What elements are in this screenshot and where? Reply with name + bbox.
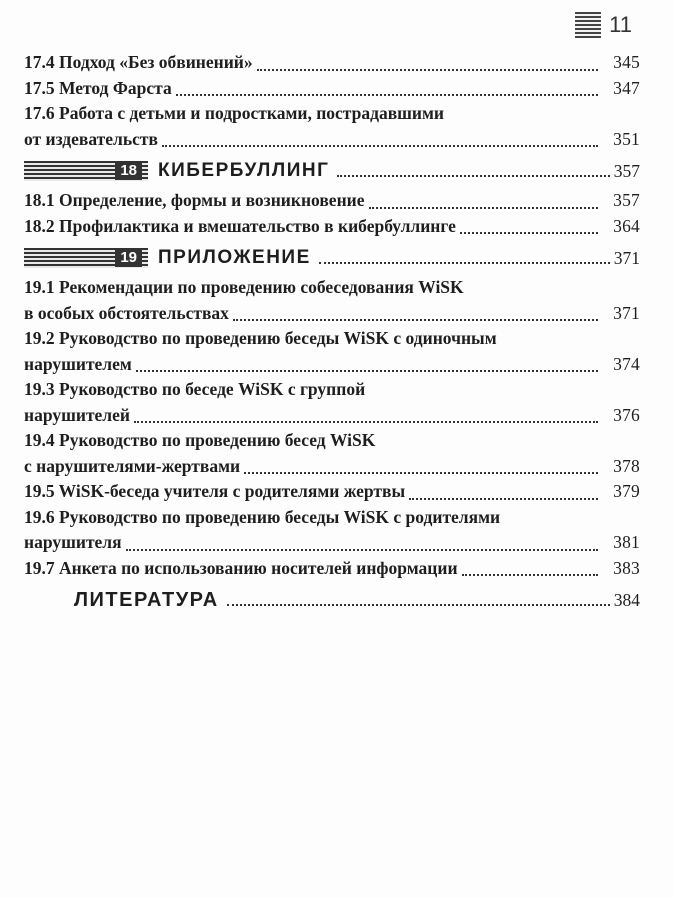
toc-entry-line: 19.5 WiSK-беседа учителя с родителями жертвы: [24, 481, 406, 501]
toc-page-number: 378: [613, 455, 640, 476]
toc-entry-line: 18.2 Профилактика и вмешательство в кибербуллинге: [24, 215, 456, 236]
toc-page-number: 384: [613, 589, 640, 610]
toc-entry[interactable]: [24, 428, 640, 479]
toc-entry-line: нарушителем: [24, 353, 132, 374]
dot-leader: [319, 262, 610, 264]
toc-page-number: 374: [613, 353, 640, 374]
toc-entry[interactable]: [24, 188, 640, 214]
toc-page-number: 381: [613, 532, 640, 552]
toc-page-number: 347: [613, 77, 640, 98]
toc-entry-line: нарушителей: [24, 404, 130, 425]
toc-entry-title: [24, 428, 640, 479]
toc-page-number: 383: [613, 557, 640, 578]
toc-chapter[interactable]: [24, 156, 640, 186]
toc-entry[interactable]: [24, 76, 640, 102]
toc-page-number: 364: [613, 215, 640, 236]
chapter-title: ЛИТЕРАТУРА: [74, 588, 219, 611]
toc-page-number: 357: [613, 160, 640, 181]
page-marker-stripes: [575, 12, 601, 38]
chapter-number: 18: [115, 162, 142, 180]
toc-entry[interactable]: [24, 377, 640, 428]
toc-entry-line: 19.6 Руководство по проведению беседы WiSK с родителями: [24, 506, 501, 527]
toc-entry-line: нарушителя: [24, 532, 122, 552]
toc-chapter[interactable]: [24, 243, 640, 273]
toc-entry[interactable]: [24, 479, 640, 505]
toc-entry-title: [24, 214, 640, 240]
toc-entry-line: 19.1 Рекомендации по проведению собеседования WiSK: [24, 277, 464, 297]
toc-entry-title: [24, 326, 640, 377]
toc-entry-line: 17.5 Метод Фарста: [24, 77, 172, 98]
toc-entry-line: 19.4 Руководство по проведению бесед WiSK: [24, 430, 376, 450]
toc-entry-line: от издевательств: [24, 128, 158, 149]
toc-page-number: 345: [613, 52, 640, 72]
toc-entry-title: [24, 188, 640, 214]
toc-entry[interactable]: [24, 50, 640, 76]
toc-entry-line: 18.1 Определение, формы и возникновение: [24, 190, 365, 210]
toc-page-number: 376: [613, 404, 640, 425]
toc-entry-line: с нарушителями-жертвами: [24, 455, 241, 476]
toc-entry[interactable]: [24, 214, 640, 240]
dot-leader: [337, 175, 609, 177]
toc-entry-line: 17.4 Подход «Без обвинений»: [24, 52, 253, 72]
toc-entry-line: 17.6 Работа с детьми и подростками, пострадавшими: [24, 103, 445, 123]
chapter-number: 19: [115, 249, 142, 267]
page-header: [575, 12, 632, 38]
toc-entry[interactable]: [24, 275, 640, 326]
bleed-through-area: [24, 578, 644, 718]
toc-entry-title: [24, 479, 640, 505]
page-number: 11: [609, 12, 632, 37]
toc-page-number: 357: [613, 190, 640, 210]
toc-entry-line: 19.7 Анкета по использованию носителей информации: [24, 557, 458, 578]
toc-entry-title: [24, 101, 640, 152]
toc-entry-title: [24, 505, 640, 556]
toc-entry[interactable]: [24, 326, 640, 377]
toc-entry-title: [24, 377, 640, 428]
toc-entry-title: [24, 76, 640, 102]
toc-entry-title: [24, 275, 640, 326]
toc-page-number: 351: [613, 128, 640, 149]
chapter-number-badge: [24, 248, 148, 268]
toc-entry-title: [24, 50, 640, 76]
toc-page-number: 379: [613, 481, 640, 501]
chapter-number-badge: [24, 161, 148, 181]
chapter-title: ПРИЛОЖЕНИЕ: [158, 247, 311, 268]
toc-page-number: 371: [613, 302, 640, 323]
toc-entry-line: в особых обстоятельствах: [24, 302, 229, 323]
table-of-contents: [24, 50, 640, 617]
toc-entry[interactable]: [24, 505, 640, 556]
toc-entry-line: 19.3 Руководство по беседе WiSK с группой: [24, 379, 366, 399]
toc-entry-line: 19.2 Руководство по проведению беседы WiSK с одиночным: [24, 328, 497, 348]
toc-page-number: 371: [613, 247, 640, 268]
toc-entry[interactable]: [24, 101, 640, 152]
chapter-title: КИБЕРБУЛЛИНГ: [158, 160, 330, 181]
